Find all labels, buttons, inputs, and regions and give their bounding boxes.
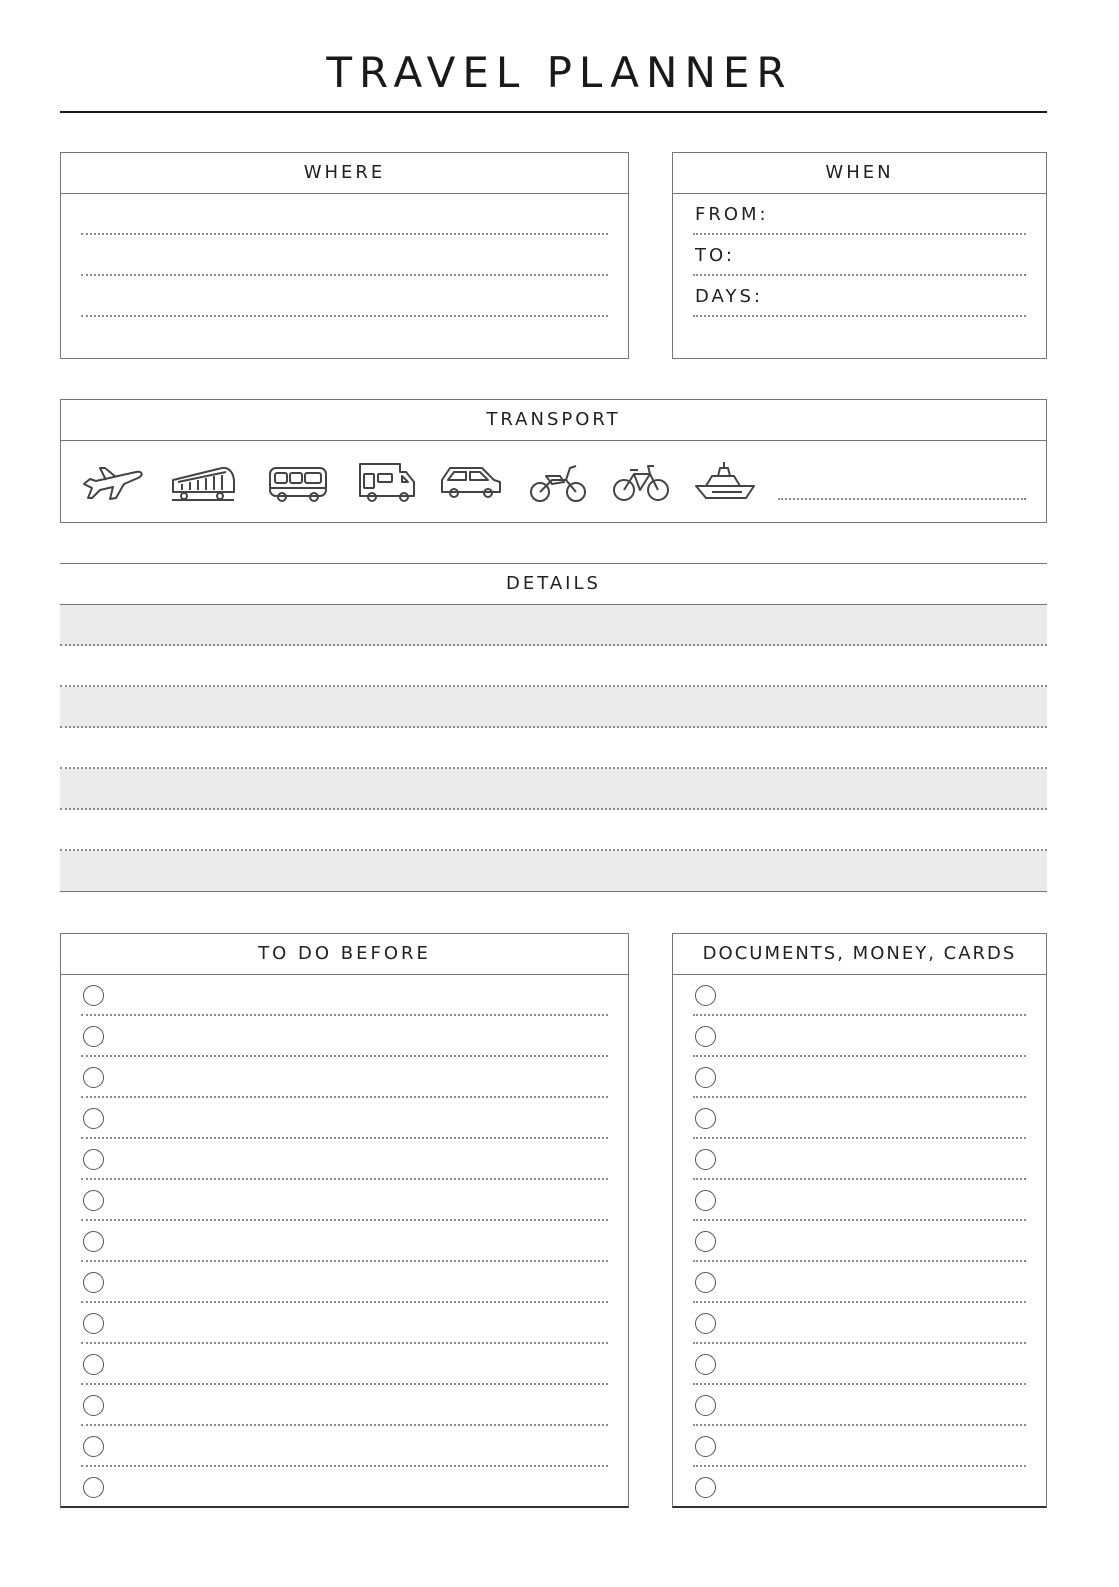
documents-checklist-row[interactable] (673, 1016, 1046, 1057)
todo-checklist-row[interactable] (61, 1057, 628, 1098)
todo-checkbox[interactable] (83, 985, 104, 1006)
documents-checkbox[interactable] (695, 1108, 716, 1129)
documents-box (672, 933, 1047, 1508)
title-underline (60, 111, 1047, 113)
details-row[interactable] (60, 687, 1047, 728)
todo-checkbox[interactable] (83, 1395, 104, 1416)
when-box (672, 152, 1047, 359)
days-label: DAYS: (695, 286, 763, 307)
details-row[interactable] (60, 728, 1047, 769)
documents-checkbox[interactable] (695, 1313, 716, 1334)
documents-checkbox[interactable] (695, 1149, 716, 1170)
bicycle-icon[interactable] (608, 458, 674, 506)
documents-checklist-row[interactable] (673, 1303, 1046, 1344)
where-line-3[interactable] (81, 315, 608, 317)
transport-heading: TRANSPORT (61, 400, 1046, 441)
details-row[interactable] (60, 769, 1047, 810)
todo-checklist-row[interactable] (61, 1303, 628, 1344)
documents-checklist-row[interactable] (673, 1344, 1046, 1385)
todo-checklist-row[interactable] (61, 1098, 628, 1139)
todo-checklist-row[interactable] (61, 1467, 628, 1508)
documents-checklist-row[interactable] (673, 1426, 1046, 1467)
todo-checklist-row[interactable] (61, 1344, 628, 1385)
todo-checkbox[interactable] (83, 1313, 104, 1334)
todo-checklist-row[interactable] (61, 975, 628, 1016)
days-line[interactable] (693, 315, 1026, 317)
airplane-icon[interactable] (80, 458, 146, 506)
todo-box (60, 933, 629, 1508)
todo-checklist-row[interactable] (61, 1426, 628, 1467)
todo-checkbox[interactable] (83, 1477, 104, 1498)
documents-checkbox[interactable] (695, 1231, 716, 1252)
documents-heading: DOCUMENTS, MONEY, CARDS (673, 934, 1046, 975)
todo-checklist-row[interactable] (61, 1016, 628, 1057)
documents-checklist-row[interactable] (673, 1385, 1046, 1426)
documents-checkbox[interactable] (695, 1190, 716, 1211)
documents-checkbox[interactable] (695, 1477, 716, 1498)
documents-checkbox[interactable] (695, 1354, 716, 1375)
todo-checkbox[interactable] (83, 1026, 104, 1047)
details-row[interactable] (60, 810, 1047, 851)
todo-checklist-row[interactable] (61, 1221, 628, 1262)
todo-checkbox[interactable] (83, 1108, 104, 1129)
where-line-2[interactable] (81, 274, 608, 276)
todo-checklist-row[interactable] (61, 1262, 628, 1303)
todo-checklist-row[interactable] (61, 1385, 628, 1426)
documents-checklist-row[interactable] (673, 1262, 1046, 1303)
documents-checklist-row[interactable] (673, 1180, 1046, 1221)
details-row[interactable] (60, 851, 1047, 891)
todo-checkbox[interactable] (83, 1231, 104, 1252)
details-heading: DETAILS (506, 573, 601, 594)
bus-icon[interactable] (266, 458, 332, 506)
to-line[interactable] (693, 274, 1026, 276)
car-icon[interactable] (438, 458, 504, 506)
transport-other-line[interactable] (778, 498, 1026, 500)
documents-checkbox[interactable] (695, 1436, 716, 1457)
from-line[interactable] (693, 233, 1026, 235)
documents-checklist-row[interactable] (673, 975, 1046, 1016)
motorcycle-icon[interactable] (526, 458, 592, 506)
documents-checkbox[interactable] (695, 1067, 716, 1088)
documents-checklist-row[interactable] (673, 1139, 1046, 1180)
boat-icon[interactable] (692, 458, 758, 506)
todo-checkbox[interactable] (83, 1190, 104, 1211)
page-title: TRAVEL PLANNER (326, 48, 793, 97)
todo-checklist-row[interactable] (61, 1180, 628, 1221)
details-bottom-rule (60, 891, 1047, 892)
where-line-1[interactable] (81, 233, 608, 235)
documents-checklist-row[interactable] (673, 1098, 1046, 1139)
todo-heading: TO DO BEFORE (61, 934, 628, 975)
from-label: FROM: (695, 204, 769, 225)
where-heading: WHERE (61, 153, 628, 194)
todo-checkbox[interactable] (83, 1149, 104, 1170)
to-label: TO: (695, 245, 735, 266)
when-heading: WHEN (673, 153, 1046, 194)
details-row[interactable] (60, 646, 1047, 687)
documents-checklist-row[interactable] (673, 1221, 1046, 1262)
documents-checklist-row[interactable] (673, 1057, 1046, 1098)
documents-checkbox[interactable] (695, 1272, 716, 1293)
todo-checkbox[interactable] (83, 1354, 104, 1375)
todo-checkbox[interactable] (83, 1067, 104, 1088)
train-icon[interactable] (170, 458, 236, 506)
documents-checklist-row[interactable] (673, 1467, 1046, 1508)
documents-checkbox[interactable] (695, 985, 716, 1006)
camper-van-icon[interactable] (356, 458, 422, 506)
documents-checkbox[interactable] (695, 1395, 716, 1416)
documents-checkbox[interactable] (695, 1026, 716, 1047)
details-row[interactable] (60, 605, 1047, 646)
todo-checklist-row[interactable] (61, 1139, 628, 1180)
where-box (60, 152, 629, 359)
todo-checkbox[interactable] (83, 1272, 104, 1293)
todo-checkbox[interactable] (83, 1436, 104, 1457)
